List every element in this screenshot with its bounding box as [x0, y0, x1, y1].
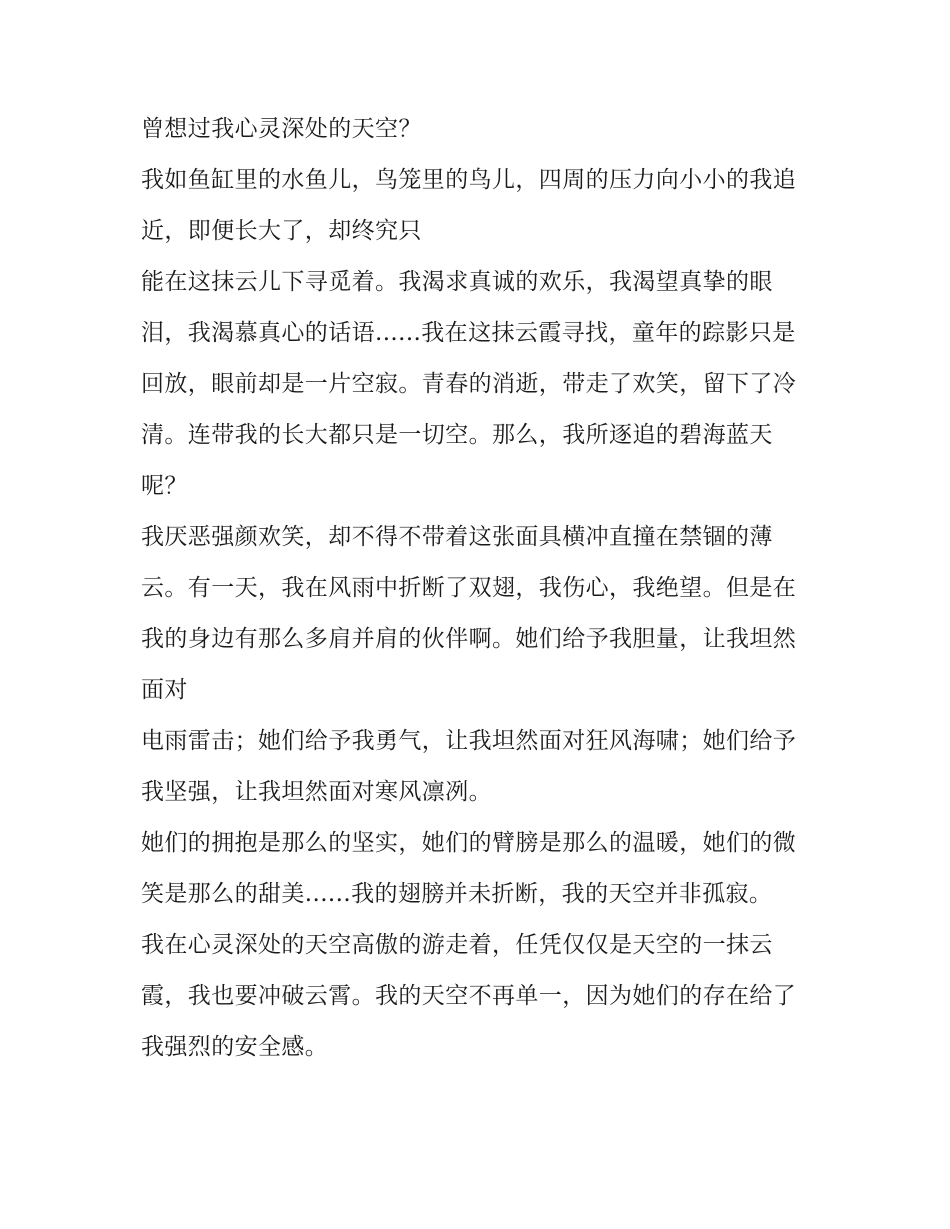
document-page: [141, 104, 813, 1073]
paragraph-6: 她们的拥抱是那么的坚实，她们的臂膀是那么的温暖，她们的微笑是那么的甜美......我的翅膀并未折断，我的天空并非孤寂。: [141, 830, 797, 907]
paragraph-3: 能在这抹云儿下寻觅着。我渴求真诚的欢乐，我渴望真挚的眼泪，我渴慕真心的话语......我在这抹云霞寻找，童年的踪影只是回放，眼前却是一片空寂。青春的消逝，带走了欢笑，留下了冷清。连带我的长大都只是一切空。那么，我所逐追的碧海蓝天呢？: [141, 269, 797, 499]
paragraph-4: 我厌恶强颜欢笑，却不得不带着这张面具横冲直撞在禁锢的薄云。有一天，我在风雨中折断了双翅，我伤心，我绝望。但是在我的身边有那么多肩并肩的伙伴啊。她们给予我胆量，让我坦然面对: [141, 524, 797, 703]
paragraph-5: 电雨雷击；她们给予我勇气，让我坦然面对狂风海啸；她们给予我坚强，让我坦然面对寒风凛冽。: [141, 728, 797, 805]
paragraph-1: 曾想过我心灵深处的天空？: [141, 116, 422, 142]
paragraph-2: 我如鱼缸里的水鱼儿，鸟笼里的鸟儿，四周的压力向小小的我追近，即便长大了，却终究只: [141, 167, 797, 244]
paragraph-7: 我在心灵深处的天空高傲的游走着，任凭仅仅是天空的一抹云霞，我也要冲破云霄。我的天空不再单一，因为她们的存在给了我强烈的安全感。: [141, 932, 797, 1060]
